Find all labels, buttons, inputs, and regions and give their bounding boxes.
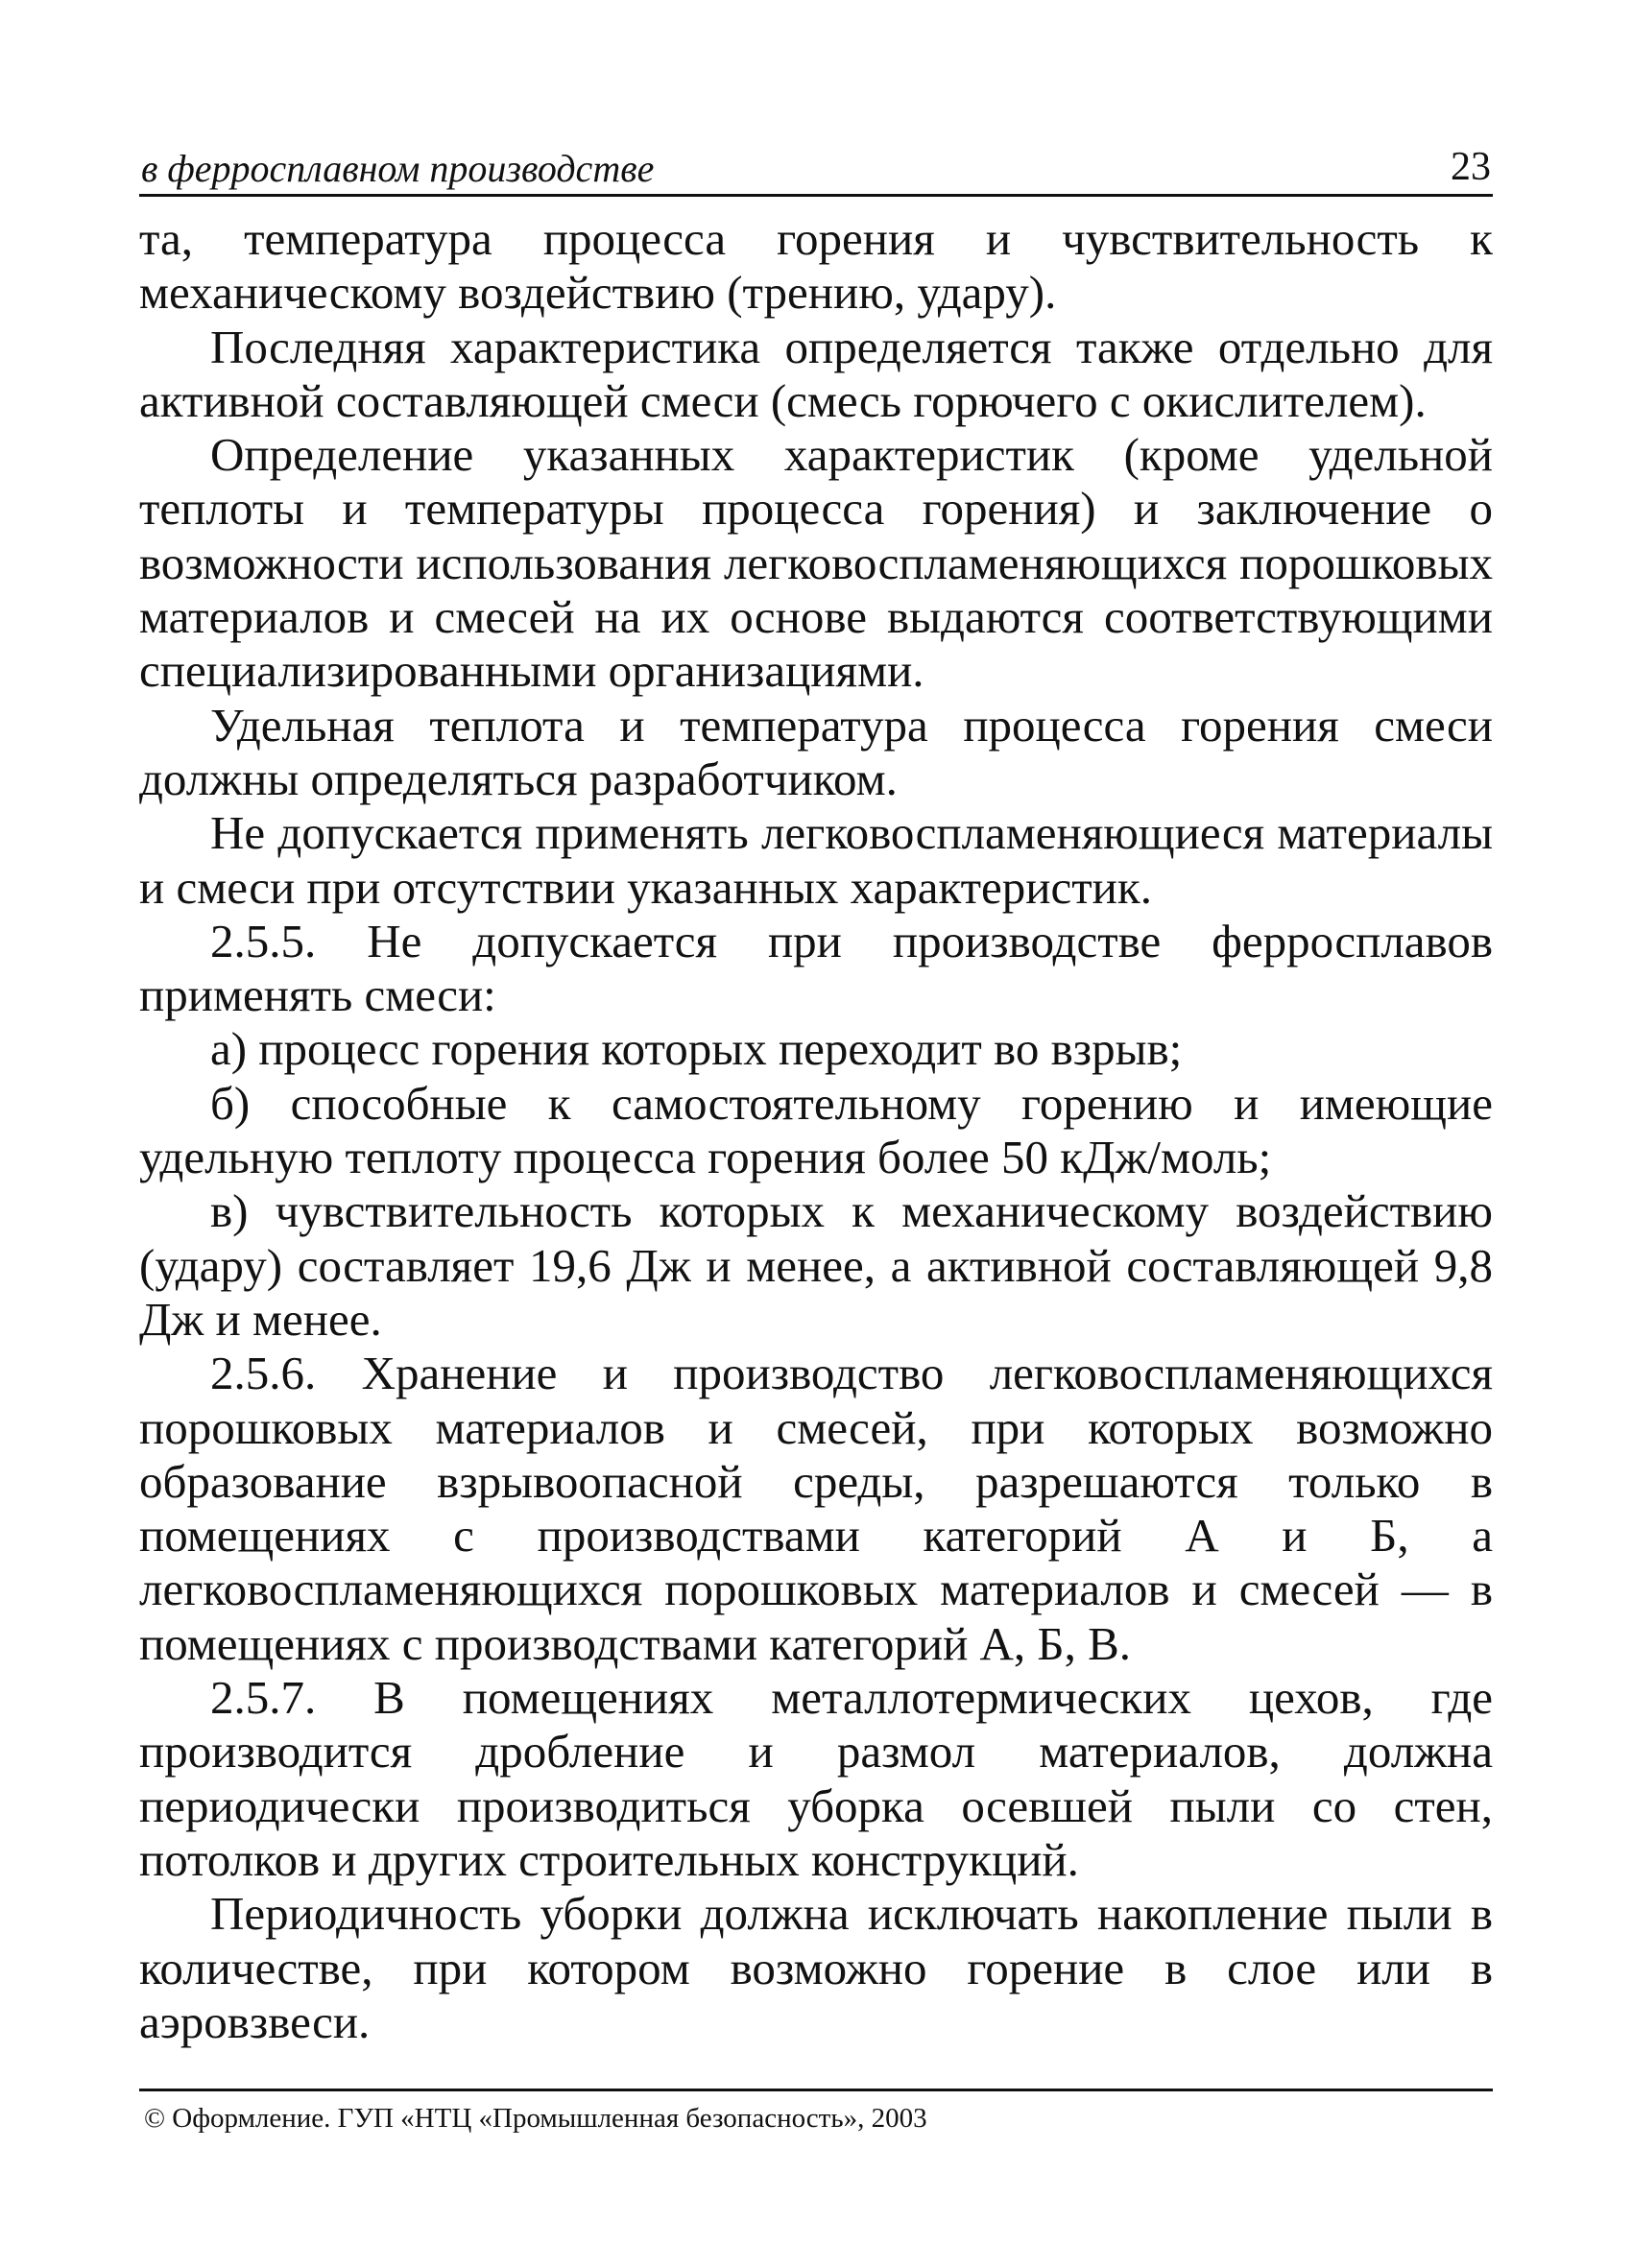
- list-item: б) способные к самостоятельному горению и имеющие удельную теплоту процесса горения более 50 кДж/моль;: [139, 1076, 1493, 1184]
- paragraph: 2.5.5. Не допускается при производстве ферросплавов применять смеси:: [139, 914, 1493, 1022]
- page-number: 23: [1451, 145, 1491, 189]
- page-header: [139, 134, 1493, 197]
- paragraph: Удельная теплота и температура процесса горения смеси должны определяться разработчиком.: [139, 698, 1493, 805]
- paragraph: Периодичность уборки должна исключать накопление пыли в количестве, при котором возможно горение в слое или в аэровзвеси.: [139, 1887, 1493, 2048]
- paragraph: та, температура процесса горения и чувствительность к механическому воздействию (трению, удару).: [139, 212, 1493, 320]
- list-item: в) чувствительность которых к механическому воздействию (удару) составляет 19,6 Дж и менее, а активной составляющей 9,8 Дж и менее.: [139, 1184, 1493, 1346]
- paragraph: 2.5.7. В помещениях металлотермических цехов, где производится дробление и размол материалов, должна периодически производиться уборка осевшей пыли со стен, потолков и других строительных конструкций.: [139, 1671, 1493, 1886]
- list-item: а) процесс горения которых переходит во взрыв;: [210, 1022, 1183, 1076]
- footer-copyright: © Оформление. ГУП «НТЦ «Промышленная безопасность», 2003: [144, 2103, 927, 2134]
- paragraph: Не допускается применять легковоспламеняющиеся материалы и смеси при отсутствии указанных характеристик.: [139, 806, 1493, 914]
- paragraph: 2.5.6. Хранение и производство легковоспламеняющихся порошковых материалов и смесей, при которых возможно образование взрывоопасной среды, разрешаются только в помещениях с производствами категорий А и Б, а легковоспламеняющихся порошковых материалов и смесей — в помещениях с производствами категорий А, Б, В.: [139, 1347, 1493, 1670]
- footer-divider: [139, 2089, 1493, 2091]
- paragraph: Определение указанных характеристик (кроме удельной теплоты и температуры процесса горения) и заключение о возможности использования легковоспламеняющихся порошковых материалов и смесей на их основе выдаются соответствующими специализированными организациями.: [139, 428, 1493, 698]
- page: [139, 134, 1493, 2049]
- paragraph: Последняя характеристика определяется также отдельно для активной составляющей смеси (смесь горючего с окислителем).: [139, 320, 1493, 427]
- body-text: [139, 212, 1493, 2049]
- running-title: в ферросплавном производстве: [141, 147, 655, 190]
